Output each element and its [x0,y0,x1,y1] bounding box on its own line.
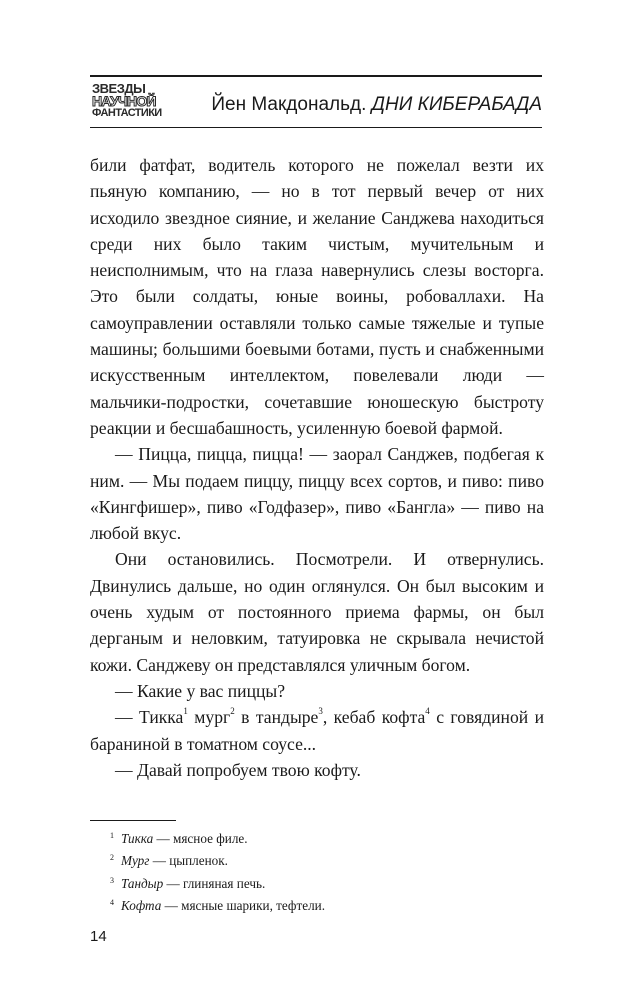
p5-seg-d: , кебаб кофта [322,707,426,728]
footnote-mark: 1 [110,831,114,840]
footnote-text: — глиняная печь. [163,875,266,891]
footnote-text: — цыпленок. [149,853,228,869]
footnote-text: — мясные шарики, тефтели. [161,897,326,913]
paragraph-3: Они остановились. Посмотрели. И отвернулись. Двинулись дальше, но один оглянулся. Он был высоким и очень худым от постоянного приема фармы, он был дерганым и неловким, татуировка не скрывала нечистой кожи. Санджеву он представлялся уличным богом. [90,549,544,675]
footnote-text: — мясное филе. [153,831,248,846]
running-head [211,94,542,116]
paragraph-5 [90,704,544,757]
series-logo-line-2: НАУЧНОЙ [92,93,156,109]
paragraph-6: — Давай попробуем твою кофту. [115,759,361,780]
footnote-ref-1[interactable]: 1 [183,706,188,717]
p5-seg-b: мург [187,707,231,728]
header-top-rule [90,75,542,77]
footnotes [110,826,530,915]
footnote-mark: 4 [110,897,114,907]
footnote-term: Мург [121,853,150,869]
header-bottom-rule [90,127,542,128]
footnote-2 [110,848,530,870]
footnote-ref-4[interactable]: 4 [425,706,430,717]
footnote-term: Тикка [121,831,154,846]
footnote-4 [110,893,530,915]
page-number: 14 [90,928,107,945]
paragraph-4: — Какие у вас пиццы? [115,680,286,701]
running-head-author: Йен Макдональд. [211,94,367,115]
footnote-separator [90,820,176,821]
footnote-mark: 2 [110,853,114,863]
p5-seg-c: в тандыре [234,707,319,728]
main-text [90,152,544,783]
footnote-3 [110,871,530,893]
footnote-ref-2[interactable]: 2 [230,706,235,717]
footnote-1 [110,826,530,848]
series-logo-line-1: ЗВЕЗДЫ [92,81,146,96]
footnote-term: Тандыр [121,875,164,891]
series-logo [90,82,168,122]
paragraph-1: били фатфат, водитель которого не пожелал везти их пьяную компанию, — но в тот первый вечер от них исходило звездное сияние, и желание Санджева находиться среди них было таким чистым, мучительным и неисполнимым, что на глаза навернулись слезы восторга. Это были солдаты, юные воины, робоваллахи. На самоуправлении оставляли только самые тяжелые и тупые машины; большими боевыми ботами, пусть и снабженными искусственным интеллектом, повелевали люди — мальчики-подростки, сочетавшие юношескую быстроту реакции и бесшабашность, усиленную боевой фармой. [90,155,544,438]
p5-seg-a: — Тикка [115,707,184,728]
running-head-title: ДНИ КИБЕРАБАДА [371,94,542,115]
p5-seg-e: с говядиной и бараниной в томатном соусе... [90,707,544,754]
paragraph-2: — Пицца, пицца, пицца! — заорал Санджев, подбегая к ним. — Мы подаем пиццу, пиццу всех сортов, и пиво: пиво «Кингфишер», пиво «Годфазер», пиво «Бангла» — пиво на любой вкус. [90,444,544,544]
footnote-term: Кофта [121,897,162,913]
footnote-mark: 3 [110,875,114,885]
series-logo-line-3: ФАНТАСТИКИ [92,107,162,119]
footnote-ref-3[interactable]: 3 [318,706,323,717]
